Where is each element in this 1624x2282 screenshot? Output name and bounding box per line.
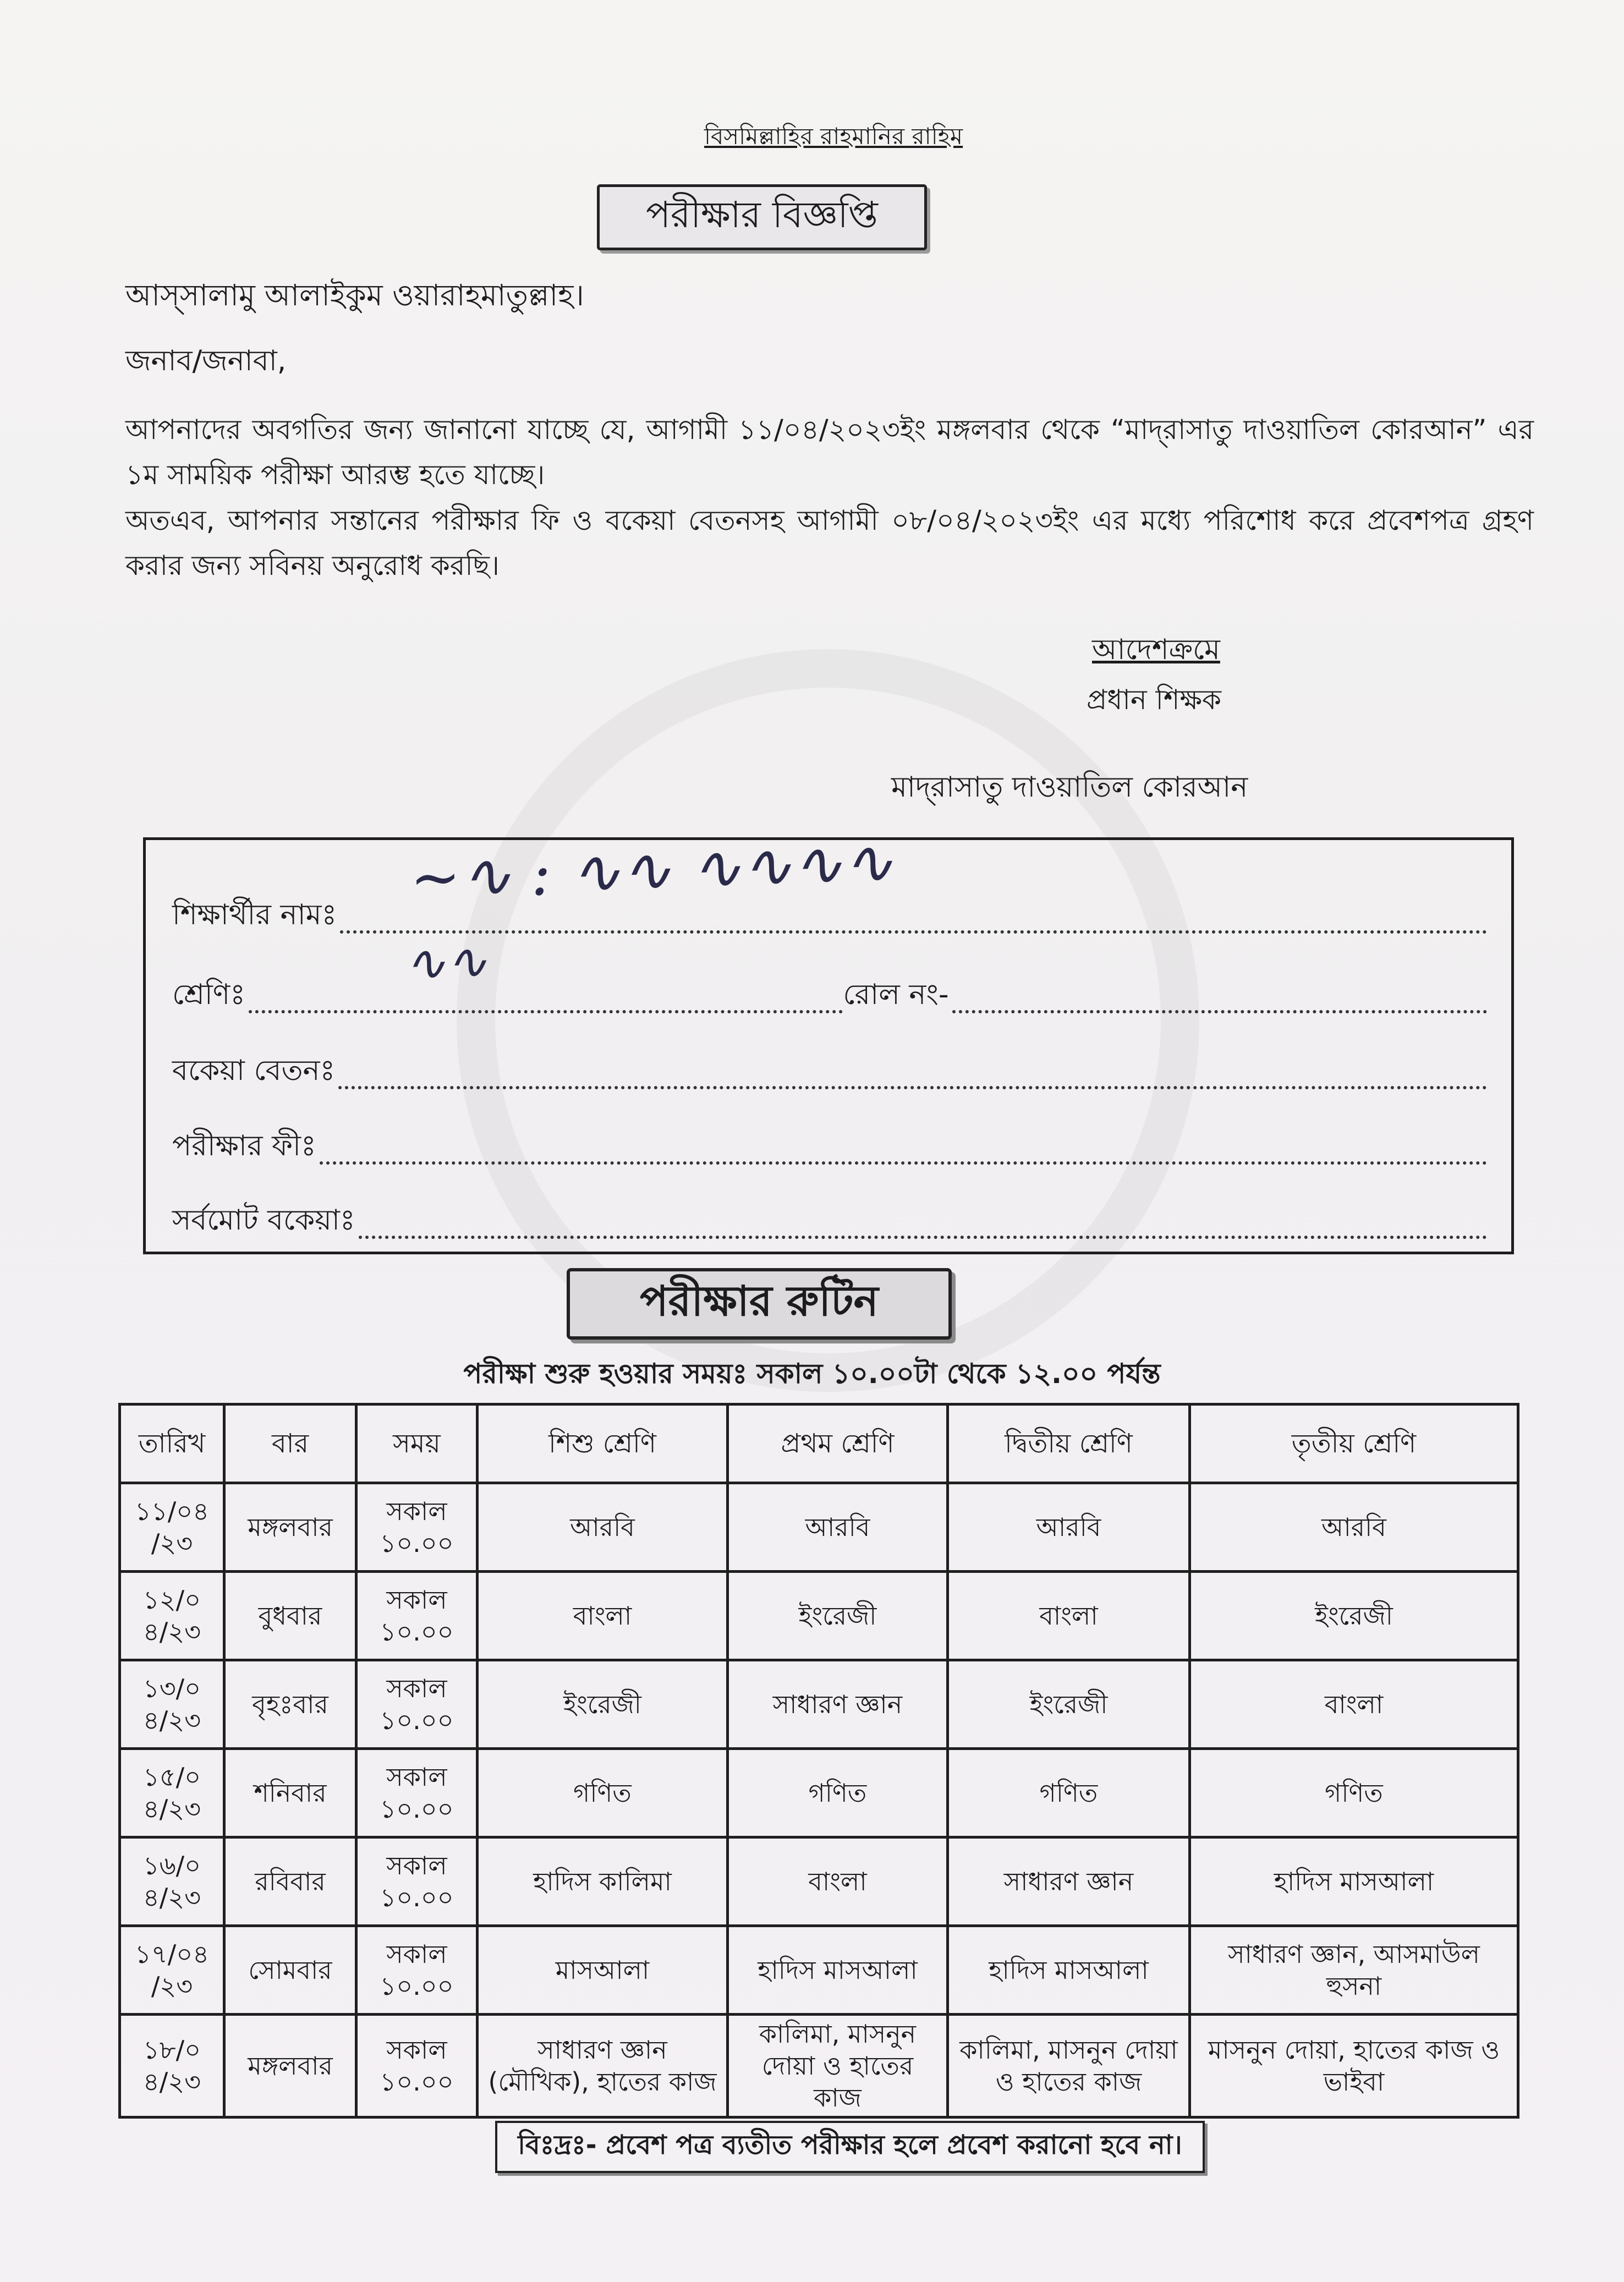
due-salary-label: বকেয়া বেতনঃ <box>172 1054 336 1087</box>
exam-fee-label: পরীক্ষার ফীঃ <box>172 1129 316 1162</box>
subject-cell: আরবি <box>1190 1483 1518 1572</box>
class-roll-row <box>172 972 1487 1020</box>
subject-cell: গণিত <box>948 1749 1190 1837</box>
header-class-one: প্রথম শ্রেণি <box>728 1405 948 1483</box>
date-cell: ১১/০৪ /২৩ <box>120 1483 224 1572</box>
routine-header-row <box>120 1405 1518 1483</box>
day-cell: বৃহঃবার <box>224 1660 356 1749</box>
subject-cell: হাদিস মাসআলা <box>728 1926 948 2015</box>
subject-cell: বাংলা <box>478 1572 728 1660</box>
subject-cell: সাধারণ জ্ঞান, আসমাউল হুসনা <box>1190 1926 1518 2015</box>
header-day: বার <box>224 1405 356 1483</box>
handwritten-class: ∿∿ <box>403 932 489 993</box>
subject-cell: ইংরেজী <box>728 1572 948 1660</box>
subject-cell: বাংলা <box>1190 1660 1518 1749</box>
day-cell: রবিবার <box>224 1837 356 1926</box>
subject-cell: ইংরেজী <box>478 1660 728 1749</box>
student-info-form <box>143 826 1514 1254</box>
subject-cell: হাদিস মাসআলা <box>1190 1837 1518 1926</box>
handwritten-student-name: ~∿ : ∿∿ ∿∿∿∿ <box>409 826 895 914</box>
class-label: শ্রেণিঃ <box>172 978 245 1011</box>
header-time: সময় <box>356 1405 478 1483</box>
total-due-label: সর্বমোট বকেয়াঃ <box>172 1204 355 1237</box>
date-cell: ১৭/০৪ /২৩ <box>120 1926 224 2015</box>
roll-field[interactable] <box>952 1005 1487 1013</box>
madrasa-name-text: মাদ্‌রাসাতু দাওয়াতিল কোরআন <box>891 771 1248 804</box>
subject-cell: ইংরেজী <box>948 1660 1190 1749</box>
exam-fee-field[interactable] <box>320 1156 1487 1165</box>
table-row <box>120 1572 1518 1660</box>
subject-cell: আরবি <box>478 1483 728 1572</box>
due-salary-row <box>172 1048 1487 1096</box>
day-cell: মঙ্গলবার <box>224 2015 356 2118</box>
time-cell: সকাল ১০.০০ <box>356 1483 478 1572</box>
date-cell: ১৮/০ ৪/২৩ <box>120 2015 224 2118</box>
day-cell: শনিবার <box>224 1749 356 1837</box>
class-field[interactable] <box>249 1005 843 1013</box>
total-due-row <box>172 1198 1487 1246</box>
date-cell: ১৬/০ ৪/২৩ <box>120 1837 224 1926</box>
student-name-label: শিক্ষার্থীর নামঃ <box>172 898 337 931</box>
subject-cell: গণিত <box>728 1749 948 1837</box>
subject-cell: আরবি <box>948 1483 1190 1572</box>
subject-cell: মাসনুন দোয়া, হাতের কাজ ও ভাইবা <box>1190 2015 1518 2118</box>
header-date: তারিখ <box>120 1405 224 1483</box>
table-row <box>120 2015 1518 2118</box>
subject-cell: কালিমা, মাসনুন দোয়া ও হাতের কাজ <box>948 2015 1190 2118</box>
due-salary-field[interactable] <box>338 1080 1487 1089</box>
date-cell: ১৫/০ ৪/২৩ <box>120 1749 224 1837</box>
routine-table <box>118 1403 1519 2119</box>
exam-time-text: পরীক্ষা শুরু হওয়ার সময়ঃ সকাল ১০.০০টা থেকে ১২.০০ পর্যন্ত <box>463 1358 1161 1390</box>
salutation-text: জনাব/জনাবা, <box>125 344 287 377</box>
greeting-text: আস্‌সালামু আলাইকুম ওয়ারাহমাতুল্লাহ। <box>125 278 584 312</box>
head-teacher-text: প্রধান শিক্ষক <box>1087 684 1221 716</box>
time-cell: সকাল ১০.০০ <box>356 1926 478 2015</box>
time-cell: সকাল ১০.০০ <box>356 1749 478 1837</box>
notice-title: পরীক্ষার বিজ্ঞপ্তি <box>597 184 927 250</box>
subject-cell: কালিমা, মাসনুন দোয়া ও হাতের কাজ <box>728 2015 948 2118</box>
student-name-field[interactable] <box>340 925 1487 934</box>
subject-cell: গণিত <box>1190 1749 1518 1837</box>
subject-cell: হাদিস কালিমা <box>478 1837 728 1926</box>
date-cell: ১৩/০ ৪/২৩ <box>120 1660 224 1749</box>
subject-cell: গণিত <box>478 1749 728 1837</box>
notice-paragraph-1: আপনাদের অবগতির জন্য জানানো যাচ্ছে যে, আগামী ১১/০৪/২০২৩ইং মঙ্গলবার থেকে “মাদ্‌রাসাতু দাওয়াতিল কোরআন” এর ১ম সাময়িক পরীক্ষা আরম্ভ হতে যাচ্ছে। <box>125 414 1534 491</box>
time-cell: সকাল ১০.০০ <box>356 1660 478 1749</box>
student-name-row <box>172 892 1487 940</box>
subject-cell: সাধারণ জ্ঞান <box>728 1660 948 1749</box>
header-class-three: তৃতীয় শ্রেণি <box>1190 1405 1518 1483</box>
total-due-field[interactable] <box>359 1230 1487 1239</box>
day-cell: মঙ্গলবার <box>224 1483 356 1572</box>
day-cell: সোমবার <box>224 1926 356 2015</box>
subject-cell: বাংলা <box>728 1837 948 1926</box>
date-cell: ১২/০ ৪/২৩ <box>120 1572 224 1660</box>
subject-cell: ইংরেজী <box>1190 1572 1518 1660</box>
table-row <box>120 1749 1518 1837</box>
subject-cell: মাসআলা <box>478 1926 728 2015</box>
subject-cell: সাধারণ জ্ঞান (মৌখিক), হাতের কাজ <box>478 2015 728 2118</box>
notice-paragraph-2: অতএব, আপনার সন্তানের পরীক্ষার ফি ও বকেয়া বেতনসহ আগামী ০৮/০৪/২০২৩ইং এর মধ্যে পরিশোধ করে প্রবেশপত্র গ্রহণ করার জন্য সবিনয় অনুরোধ করছি। <box>125 504 1534 582</box>
subject-cell: বাংলা <box>948 1572 1190 1660</box>
routine-title: পরীক্ষার রুটিন <box>567 1268 952 1340</box>
time-cell: সকাল ১০.০০ <box>356 1837 478 1926</box>
table-row <box>120 1660 1518 1749</box>
subject-cell: হাদিস মাসআলা <box>948 1926 1190 2015</box>
time-cell: সকাল ১০.০০ <box>356 1572 478 1660</box>
table-row <box>120 1483 1518 1572</box>
footer-notice: বিঃদ্রঃ- প্রবেশ পত্র ব্যতীত পরীক্ষার হলে প্রবেশ করানো হবে না। <box>495 2121 1205 2173</box>
time-cell: সকাল ১০.০০ <box>356 2015 478 2118</box>
bismillah-line: বিসমিল্লাহির রাহমানির রাহিম <box>704 123 963 150</box>
exam-fee-row <box>172 1123 1487 1171</box>
by-order-text: আদেশক্রমে <box>1092 633 1220 666</box>
roll-label: রোল নং- <box>843 978 949 1011</box>
header-class-two: দ্বিতীয় শ্রেণি <box>948 1405 1190 1483</box>
table-row <box>120 1837 1518 1926</box>
table-row <box>120 1926 1518 2015</box>
header-class-nursery: শিশু শ্রেণি <box>478 1405 728 1483</box>
subject-cell: আরবি <box>728 1483 948 1572</box>
day-cell: বুধবার <box>224 1572 356 1660</box>
subject-cell: সাধারণ জ্ঞান <box>948 1837 1190 1926</box>
